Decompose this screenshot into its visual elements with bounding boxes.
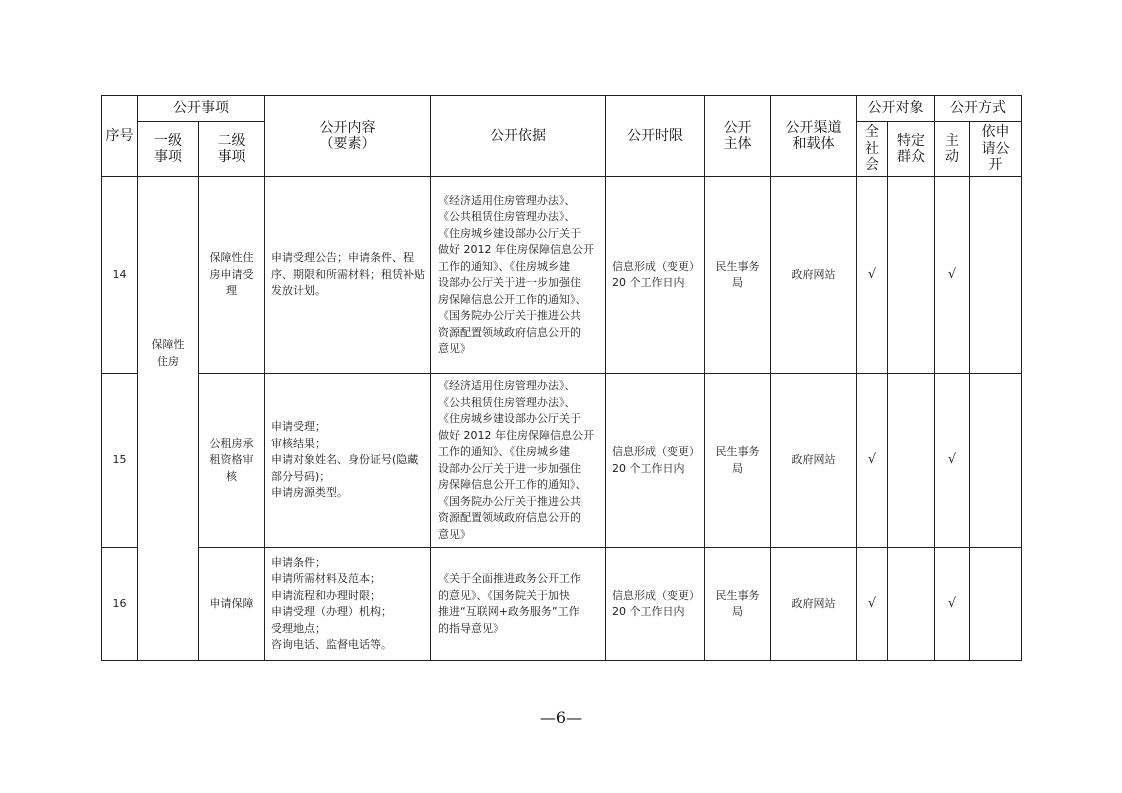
header-seq: 序号 (102, 96, 138, 177)
header-basis: 公开依据 (431, 96, 606, 177)
check-mark: √ (935, 548, 970, 661)
content-cell: 申请条件； 申请所需材料及范本； 申请流程和办理时限； 申请受理（办理）机构； 受理地点； 咨询电话、监督电话等。 (265, 548, 431, 661)
header-method: 公开方式 (935, 96, 1022, 122)
method-request-cell (970, 548, 1022, 661)
check-mark: √ (935, 374, 970, 548)
method-request-cell (970, 177, 1022, 374)
check-mark: √ (935, 177, 970, 374)
target-specific-cell (888, 374, 935, 548)
header-public-items: 公开事项 (138, 96, 265, 122)
header-subject: 公开 主体 (705, 96, 771, 177)
channel-cell: 政府网站 (771, 548, 857, 661)
channel-cell: 政府网站 (771, 177, 857, 374)
table-row (102, 548, 1022, 661)
level2-cell: 保障性住房申请受理 (199, 177, 265, 374)
basis-cell: 《经济适用住房管理办法》、 《公共租赁住房管理办法》、 《住房城乡建设部办公厅关于 做好 2012 年住房保障信息公开 工作的通知》、《住房城乡建 设部办公厅关于进一步加强住 房保障信息公开工作的通知》、 《国务院办公厅关于推进公共 资源配置领域政府信息公开的 意见》 (431, 374, 606, 548)
channel-cell: 政府网站 (771, 374, 857, 548)
header-method-request: 依申请公开 (970, 122, 1022, 177)
time-limit-cell: 信息形成（变更） 20 个工作日内 (606, 177, 705, 374)
subject-cell: 民生事务局 (705, 548, 771, 661)
level2-cell: 公租房承租资格审核 (199, 374, 265, 548)
header-target: 公开对象 (857, 96, 935, 122)
subject-cell: 民生事务局 (705, 177, 771, 374)
basis-cell: 《关于全面推进政务公开工作 的意见》、《国务院关于加快 推进“互联网+政务服务”工作 的指导意见》 (431, 548, 606, 661)
target-specific-cell (888, 177, 935, 374)
check-mark: √ (857, 374, 888, 548)
level2-cell: 申请保障 (199, 548, 265, 661)
time-limit-cell: 信息形成（变更） 20 个工作日内 (606, 548, 705, 661)
header-level2: 二级事项 (199, 122, 265, 177)
header-level1: 一级事项 (138, 122, 199, 177)
table-row (102, 374, 1022, 548)
header-content: 公开内容 （要素） (265, 96, 431, 177)
basis-cell: 《经济适用住房管理办法》、 《公共租赁住房管理办法》、 《住房城乡建设部办公厅关于 做好 2012 年住房保障信息公开 工作的通知》、《住房城乡建 设部办公厅关于进一步加强住 房保障信息公开工作的通知》、 《国务院办公厅关于推进公共 资源配置领域政府信息公开的 意见》 (431, 177, 606, 374)
content-cell: 申请受理公告；申请条件、程序、期限和所需材料；租赁补贴发放计划。 (265, 177, 431, 374)
page-number: —6— (539, 708, 583, 727)
header-channel: 公开渠道 和载体 (771, 96, 857, 177)
method-request-cell (970, 374, 1022, 548)
header-row-1 (102, 96, 1022, 122)
header-time-limit: 公开时限 (606, 96, 705, 177)
subject-cell: 民生事务局 (705, 374, 771, 548)
check-mark: √ (857, 177, 888, 374)
table-row (102, 177, 1022, 374)
level1-cell: 保障性住房 (138, 177, 199, 661)
row-seq: 15 (102, 374, 138, 548)
row-seq: 14 (102, 177, 138, 374)
header-target-specific: 特定 群众 (888, 122, 935, 177)
header-method-active: 主 动 (935, 122, 970, 177)
target-specific-cell (888, 548, 935, 661)
time-limit-cell: 信息形成（变更） 20 个工作日内 (606, 374, 705, 548)
check-mark: √ (857, 548, 888, 661)
disclosure-table (101, 95, 1022, 661)
row-seq: 16 (102, 548, 138, 661)
content-cell: 申请受理； 审核结果； 申请对象姓名、身份证号(隐藏部分号码)； 申请房源类型。 (265, 374, 431, 548)
header-target-all: 全社会 (857, 122, 888, 177)
